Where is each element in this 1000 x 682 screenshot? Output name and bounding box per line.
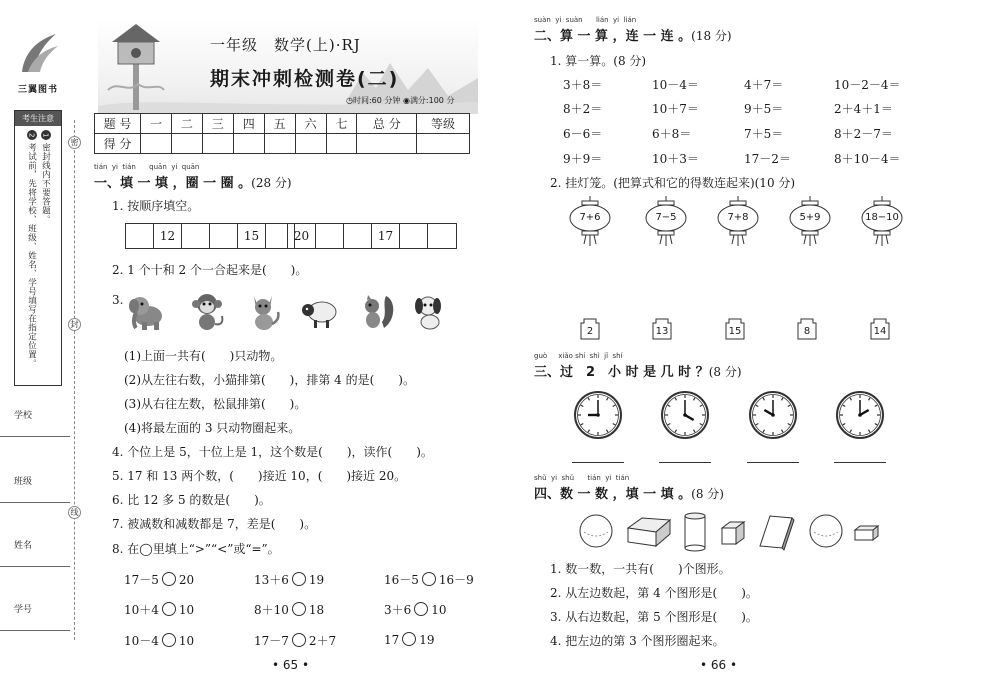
question-1-3-number: 3. [112, 293, 124, 307]
score-cell[interactable] [202, 134, 233, 154]
notice-title: 考生注意 [15, 111, 61, 126]
question-1-6: 6. 比 12 多 5 的数是( )。 [112, 493, 271, 507]
score-cell[interactable] [233, 134, 264, 154]
question-4-3: 3. 从右边数起，第 5 个图形是( )。 [550, 610, 758, 624]
compare-item: 8＋10 18 [254, 603, 325, 617]
score-cell[interactable] [171, 134, 202, 154]
exam-meta: ◷时间:60 分钟 ◉满分:100 分 [346, 96, 455, 105]
calc-item[interactable]: 6＋8＝ [652, 127, 692, 141]
birdhouse-illustration [106, 20, 166, 110]
question-1-3-2: (2)从左往右数，小猫排第( )，排第 4 的是( )。 [124, 373, 415, 387]
compare-circle[interactable] [414, 602, 428, 616]
compare-circle[interactable] [162, 602, 176, 616]
cat-icon [242, 290, 284, 332]
sphere-icon [806, 510, 846, 552]
compare-circle[interactable] [292, 602, 306, 616]
notice-item-1: 1 密封线内不要答题。 [40, 130, 51, 368]
score-cell[interactable] [357, 134, 417, 154]
seal-line [74, 120, 75, 640]
section-2-heading: suàn yi suàn lián yi lián 二、算 一 算 ，连 一 连 。(18 分) [534, 16, 732, 44]
question-1-8: 8. 在◯里填上“>”“<”或“=”。 [112, 542, 280, 556]
score-cell[interactable] [326, 134, 357, 154]
calc-item[interactable]: 8＋2－7＝ [834, 127, 893, 141]
seal-char: 封 [68, 318, 81, 331]
compare-item: 17－5 20 [124, 573, 195, 587]
sequence-box-1: 12 15 [125, 223, 295, 249]
field-school[interactable]: 学校 [14, 411, 33, 421]
clock-icon: ◷ [346, 96, 353, 105]
compare-item: 17 19 [384, 633, 435, 647]
dog-icon [408, 290, 450, 332]
calc-item[interactable]: 4＋7＝ [744, 78, 784, 92]
answer-box-value: 13 [655, 326, 669, 337]
binding-margin [0, 0, 80, 682]
cube-icon [718, 510, 748, 552]
exam-notice [14, 110, 62, 386]
notice-item-2: 2 考试前，先将学校、班级、姓名、学号填写在指定位置。 [26, 130, 37, 368]
lantern-expression: 18−10 [865, 212, 899, 223]
score-cell[interactable] [264, 134, 295, 154]
question-4-2: 2. 从左边数起，第 4 个图形是( )。 [550, 586, 758, 600]
lantern-expression: 7−5 [655, 212, 677, 223]
compare-circle[interactable] [162, 633, 176, 647]
compare-circle[interactable] [292, 572, 306, 586]
compare-circle[interactable] [402, 632, 416, 646]
score-cell[interactable] [295, 134, 326, 154]
sphere-icon [576, 510, 616, 552]
calc-item[interactable]: 10－4＝ [652, 78, 699, 92]
calc-item[interactable]: 17－2＝ [744, 152, 791, 166]
page-number-left: • 65 • [272, 658, 310, 672]
clock-answer-line[interactable] [659, 462, 711, 463]
compare-item: 10－4 10 [124, 634, 195, 648]
grade-subject: 一年级 数学(上)·RJ [210, 36, 361, 54]
score-cell[interactable] [417, 134, 470, 154]
clock-answer-line[interactable] [572, 462, 624, 463]
lantern-expression: 7+8 [727, 212, 749, 223]
calc-item[interactable]: 3＋8＝ [563, 78, 603, 92]
question-1-3-1: (1)上面一共有( )只动物。 [124, 349, 283, 363]
score-table: 题 号 一 二 三 四 五 六 七 总 分 等级 得 分 [94, 113, 470, 154]
calc-item[interactable]: 9＋5＝ [744, 102, 784, 116]
section-1-heading: tián yi tián quān yi quān 一、填 一 填 ，圈 一 圈 。(28 分) [94, 163, 292, 191]
question-4-4: 4. 把左边的第 3 个图形圈起来。 [550, 634, 725, 648]
page-title: 期末冲刺检测卷(二) [210, 68, 400, 90]
calc-item[interactable]: 7＋5＝ [744, 127, 784, 141]
answer-box-value: 2 [586, 326, 594, 337]
calc-item[interactable]: 9＋9＝ [563, 152, 603, 166]
clock-icon [748, 390, 798, 440]
page-number-right: • 66 • [700, 658, 738, 672]
monkey-icon [186, 290, 228, 332]
cylinder-icon [682, 510, 708, 552]
question-1-1: 1. 按顺序填空。 [112, 199, 200, 213]
calc-item[interactable]: 10＋7＝ [652, 102, 699, 116]
question-1-2: 2. 1 个十和 2 个一合起来是( )。 [112, 263, 308, 277]
lantern-expression: 7+6 [579, 212, 601, 223]
calc-item[interactable]: 10－2－4＝ [834, 78, 901, 92]
question-4-1: 1. 数一数，一共有( )个图形。 [550, 562, 731, 576]
question-1-3-4: (4)将最左面的 3 只动物圈起来。 [124, 421, 301, 435]
compare-circle[interactable] [422, 572, 436, 586]
question-1-3-3: (3)从右往左数，松鼠排第( )。 [124, 397, 307, 411]
compare-item: 3＋6 10 [384, 603, 447, 617]
field-name[interactable]: 姓名 [14, 541, 33, 551]
clock-answer-line[interactable] [747, 462, 799, 463]
clock-answer-line[interactable] [834, 462, 886, 463]
calc-item[interactable]: 8＋10－4＝ [834, 152, 901, 166]
compare-circle[interactable] [292, 633, 306, 647]
book-icon [756, 510, 796, 552]
field-student-id[interactable]: 学号 [14, 605, 33, 615]
clock-icon [835, 390, 885, 440]
compare-circle[interactable] [162, 572, 176, 586]
clock-icon [573, 390, 623, 440]
cuboid-icon [624, 510, 674, 552]
calc-item[interactable]: 10＋3＝ [652, 152, 699, 166]
section-4-heading: shǔ yi shǔ tián yi tián 四、数 一 数 ，填 一 填 。(8 分) [534, 474, 724, 502]
small-cuboid-icon [852, 510, 880, 552]
score-cell[interactable] [141, 134, 172, 154]
question-1-5: 5. 17 和 13 两个数，( )接近 10，( )接近 20。 [112, 469, 407, 483]
seal-char: 线 [68, 506, 81, 519]
question-2-2: 2. 挂灯笼。(把算式和它的得数连起来)(10 分) [550, 176, 796, 190]
compare-item: 10＋4 10 [124, 603, 195, 617]
calc-item[interactable]: 2＋4＋1＝ [834, 102, 893, 116]
answer-box-value: 8 [803, 326, 811, 337]
calc-item[interactable]: 6－6＝ [563, 127, 603, 141]
score-icon: ◉ [402, 96, 410, 105]
field-class[interactable]: 班级 [14, 477, 33, 487]
calc-item[interactable]: 8＋2＝ [563, 102, 603, 116]
sequence-box-2: 20 17 [287, 223, 457, 249]
clock-icon [660, 390, 710, 440]
elephant-icon [126, 290, 168, 332]
compare-item: 13＋6 19 [254, 573, 325, 587]
section-3-heading: guò xiǎo shí shì jǐ shí 三、过 2 小 时 是 几 时 ？(8 分) [534, 352, 742, 380]
compare-item: 16－5 16－9 [384, 573, 474, 587]
lantern-expression: 5+9 [799, 212, 821, 223]
answer-box-value: 14 [873, 326, 887, 337]
seal-char: 密 [68, 136, 81, 149]
question-2-1: 1. 算一算。(8 分) [550, 54, 647, 68]
sheep-icon [298, 290, 340, 332]
compare-item: 17－7 2＋7 [254, 634, 337, 648]
question-1-7: 7. 被减数和减数都是 7，差是( )。 [112, 517, 317, 531]
publisher-name: 三翼图书 [17, 85, 58, 95]
answer-box-value: 15 [728, 326, 742, 337]
publisher-logo [14, 30, 62, 78]
squirrel-icon [356, 290, 398, 332]
question-1-4: 4. 个位上是 5，十位上是 1，这个数是( )，读作( )。 [112, 445, 433, 459]
